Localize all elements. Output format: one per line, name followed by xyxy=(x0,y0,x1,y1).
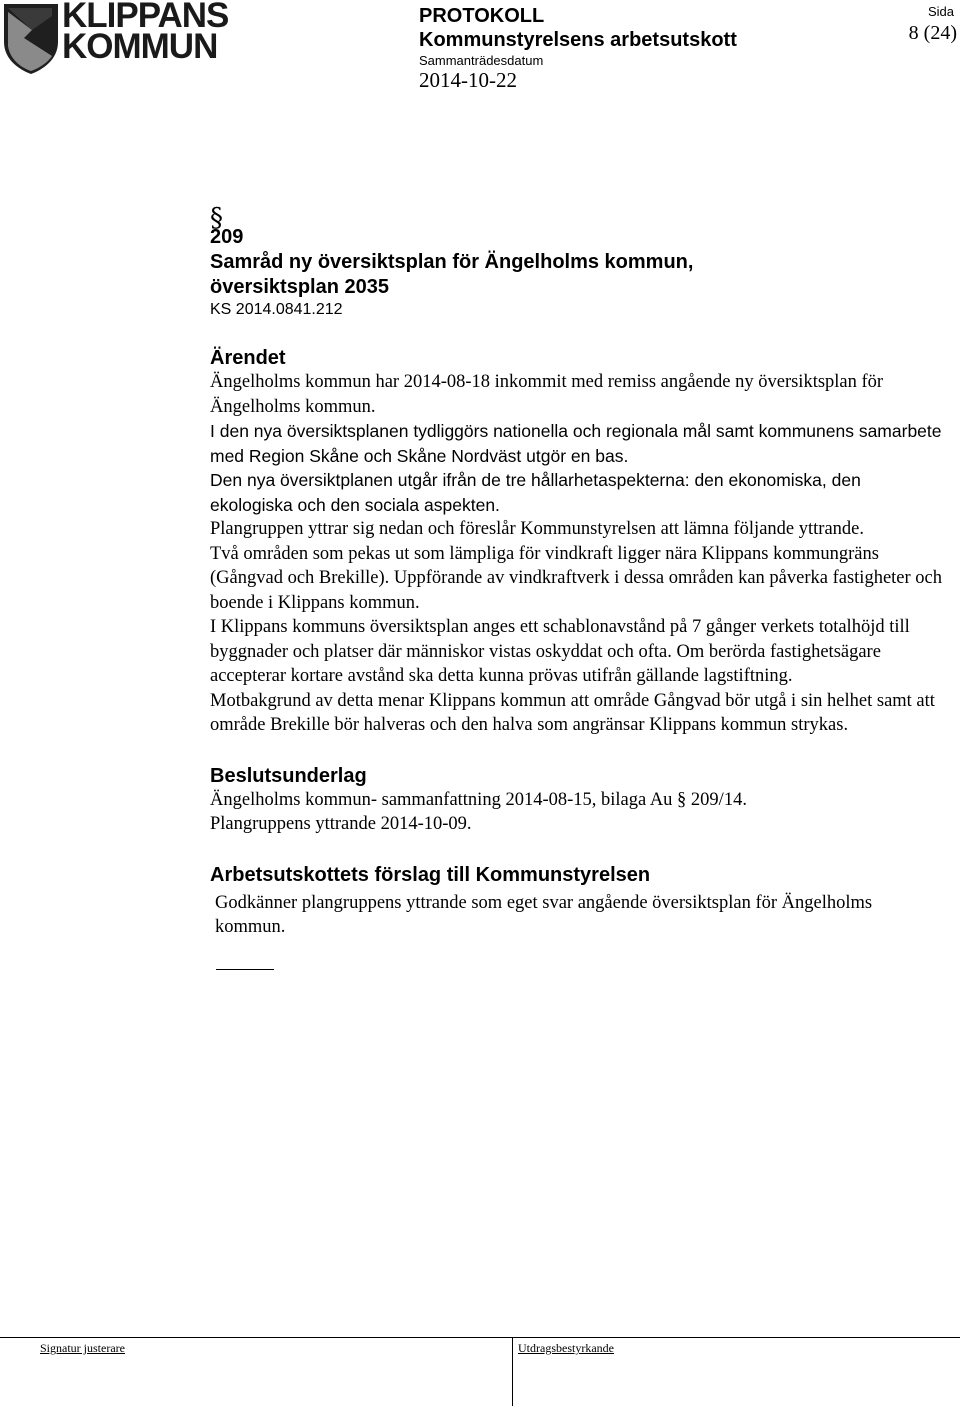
beslutsunderlag-line: Ängelholms kommun- sammanfattning 2014-08-15, bilaga Au § 209/14. xyxy=(210,789,747,810)
section-number: 209 xyxy=(210,226,244,248)
arendet-paragraph: Den nya översiktplanen utgår ifrån de tre hållarhetaspekterna: den ekonomiska, den ekologiska och den sociala aspekten. xyxy=(210,470,861,515)
footer-divider xyxy=(0,1337,960,1338)
forslag-paragraph: Godkänner plangruppens yttrande som eget svar angående översiktsplan för Ängelholms kommun. xyxy=(215,892,873,937)
extract-field-label: Utdragsbestyrkande xyxy=(518,1341,614,1355)
arendet-paragraph: Motbakgrund av detta menar Klippans kommun att område Gångvad bör utgå i sin helhet samt att område Brekille bör halveras och den halva som angränsar Klippans kommun strykas. xyxy=(210,690,935,735)
arendet-paragraph: Två områden som pekas ut som lämpliga för vindkraft ligger nära Klippans kommungräns (Gångvad och Brekille). Uppförande av vindkraftverk i dessa områden kan påverka fastigheter och boende i Klippans kommun. xyxy=(210,543,943,613)
section-title-line1: Samråd ny översiktsplan för Ängelholms kommun, xyxy=(210,251,694,273)
arendet-paragraph: Plangruppen yttrar sig nedan och föreslår Kommunstyrelsen att lämna följande yttrande. xyxy=(210,519,864,539)
beslutsunderlag-heading: Beslutsunderlag xyxy=(210,764,367,787)
meeting-date: 2014-10-22 xyxy=(419,68,517,92)
page-label: Sida xyxy=(927,4,954,19)
document-type: PROTOKOLL xyxy=(419,5,545,27)
forslag-text xyxy=(210,891,945,940)
footer-column-divider xyxy=(512,1337,513,1406)
committee-name: Kommunstyrelsens arbetsutskott xyxy=(419,29,737,51)
forslag-heading: Arbetsutskottets förslag till Kommunstyrelsen xyxy=(210,863,651,886)
page-number: 8 (24) xyxy=(908,22,957,44)
section-header xyxy=(210,205,945,320)
meeting-date-label: Sammanträdesdatum xyxy=(419,53,544,68)
arendet-text xyxy=(210,370,945,738)
case-id: KS 2014.0841.212 xyxy=(210,301,343,318)
section-title-line2: översiktsplan 2035 xyxy=(210,276,389,298)
arendet-paragraph: I Klippans kommuns översiktsplan anges ett schablonavstånd på 7 gånger verkets totalhöjd till byggnader och platser där människor vistas oskyddat och ofta. Om berörda fastighetsägare accepterar kortare avstånd ska detta kunna prövas utifrån gällande lagstiftning. xyxy=(210,617,910,686)
end-divider xyxy=(216,969,274,970)
arendet-heading: Ärendet xyxy=(210,347,286,369)
signature-field-label: Signatur justerare xyxy=(40,1341,125,1355)
beslutsunderlag-text xyxy=(210,788,945,837)
document-body xyxy=(210,205,945,970)
arendet-paragraph: Ängelholms kommun har 2014-08-18 inkommit med remiss angående ny översiktsplan för Ängelholms kommun. xyxy=(210,372,884,417)
logo-wordmark: KLIPPANS KOMMUN xyxy=(62,0,229,66)
beslutsunderlag-line: Plangruppens yttrande 2014-10-09. xyxy=(210,814,472,834)
arendet-paragraph: I den nya översiktsplanen tydliggörs nationella och regionala mål samt kommunens samarbete med Region Skåne och Skåne Nordväst utgör en bas. xyxy=(210,421,942,466)
section-symbol: § xyxy=(210,203,223,233)
